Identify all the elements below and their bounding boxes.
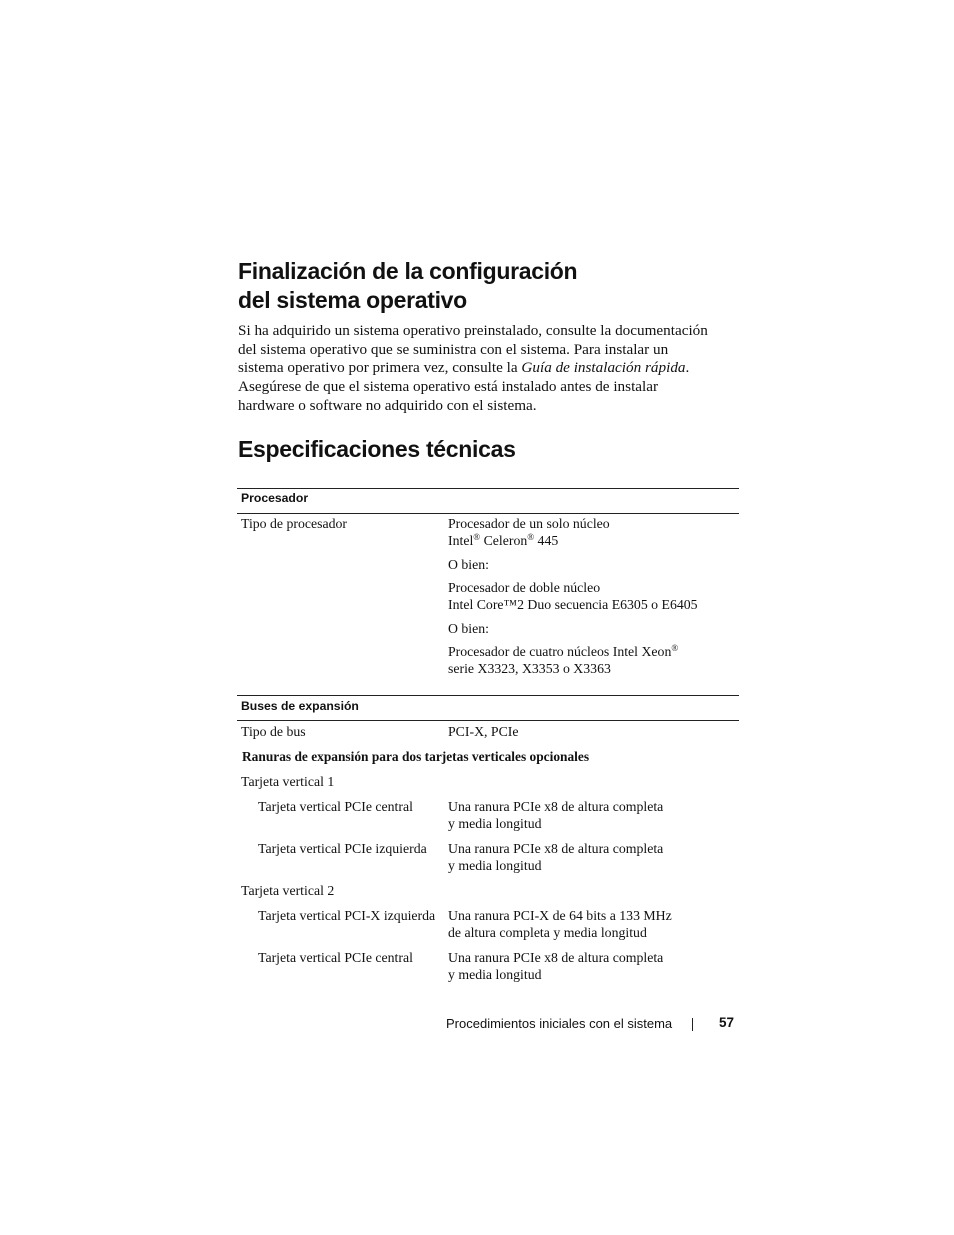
value-text: 445 [534,533,559,548]
spec-label: Tarjeta vertical PCI-X izquierda [258,908,436,923]
value-line: Procesador de doble núcleo [448,580,601,595]
value-line: serie X3323, X3353 o X3363 [448,661,611,676]
value-text: Celeron [480,533,528,548]
section-heading-os-setup [238,257,577,315]
value-line: Una ranura PCI-X de 64 bits a 133 MHz [448,908,672,923]
spec-value: O bien: [448,557,489,572]
spec-value [448,840,663,874]
spec-value [448,579,698,613]
footer-chapter-title: Procedimientos iniciales con el sistema [446,1016,673,1031]
registered-mark: ® [671,643,679,653]
paragraph-line: del sistema operativo que se suministra con el sistema. Para instalar un [238,340,669,358]
spec-value [448,515,610,549]
table-rule [237,488,739,489]
value-line: Una ranura PCIe x8 de altura completa [448,950,664,965]
spec-label: Tarjeta vertical PCIe izquierda [258,841,427,856]
spec-label: Tipo de bus [241,724,306,739]
guide-title-reference: Guía de instalación rápida [521,359,686,377]
value-line: de altura completa y media longitud [448,925,647,940]
value-text: Intel [448,533,474,548]
table-section-header: Procesador [241,491,309,505]
spec-value: O bien: [448,621,489,636]
value-line: Intel Core™2 Duo secuencia E6305 o E6405 [448,597,698,612]
riser-label: Tarjeta vertical 1 [241,774,335,789]
registered-mark: ® [527,532,535,542]
section-heading-specs: Especificaciones técnicas [238,436,516,462]
spec-label: Tipo de procesador [241,516,348,531]
value-line: Una ranura PCIe x8 de altura completa [448,799,664,814]
paragraph-text: . [685,359,690,377]
value-line [448,643,678,660]
subsection-heading: Ranuras de expansión para dos tarjetas verticales opcionales [242,749,590,764]
spec-value: PCI-X, PCIe [448,724,519,739]
paragraph-line: Asegúrese de que el sistema operativo está instalado antes de instalar [238,378,659,396]
footer-divider [692,1018,693,1031]
value-text: Procesador de cuatro núcleos Intel Xeon [448,644,672,659]
spec-value [448,798,663,832]
heading-line: del sistema operativo [238,287,467,313]
value-line: Procesador de un solo núcleo [448,516,610,531]
table-rule [237,695,739,696]
value-line [448,532,610,549]
paragraph-text: sistema operativo por primera vez, consulte la [238,359,522,377]
spec-label: Tarjeta vertical PCIe central [258,799,413,814]
spec-value [448,907,672,941]
heading-line: Finalización de la configuración [238,258,578,284]
spec-value [448,949,663,983]
page-number: 57 [719,1015,735,1030]
paragraph-line [238,359,742,378]
value-line: y media longitud [448,858,542,873]
table-rule [237,720,739,721]
table-rule [237,513,739,514]
value-line: y media longitud [448,967,542,982]
paragraph-line: hardware o software no adquirido con el sistema. [238,396,537,414]
spec-value [448,643,678,677]
paragraph-line: Si ha adquirido un sistema operativo preinstalado, consulte la documentación [238,322,708,339]
registered-mark: ® [473,532,481,542]
riser-label: Tarjeta vertical 2 [241,883,335,898]
intro-paragraph [238,322,742,416]
spec-label: Tarjeta vertical PCIe central [258,950,413,965]
value-line: y media longitud [448,816,542,831]
value-line: Una ranura PCIe x8 de altura completa [448,841,664,856]
table-section-header: Buses de expansión [241,699,359,713]
